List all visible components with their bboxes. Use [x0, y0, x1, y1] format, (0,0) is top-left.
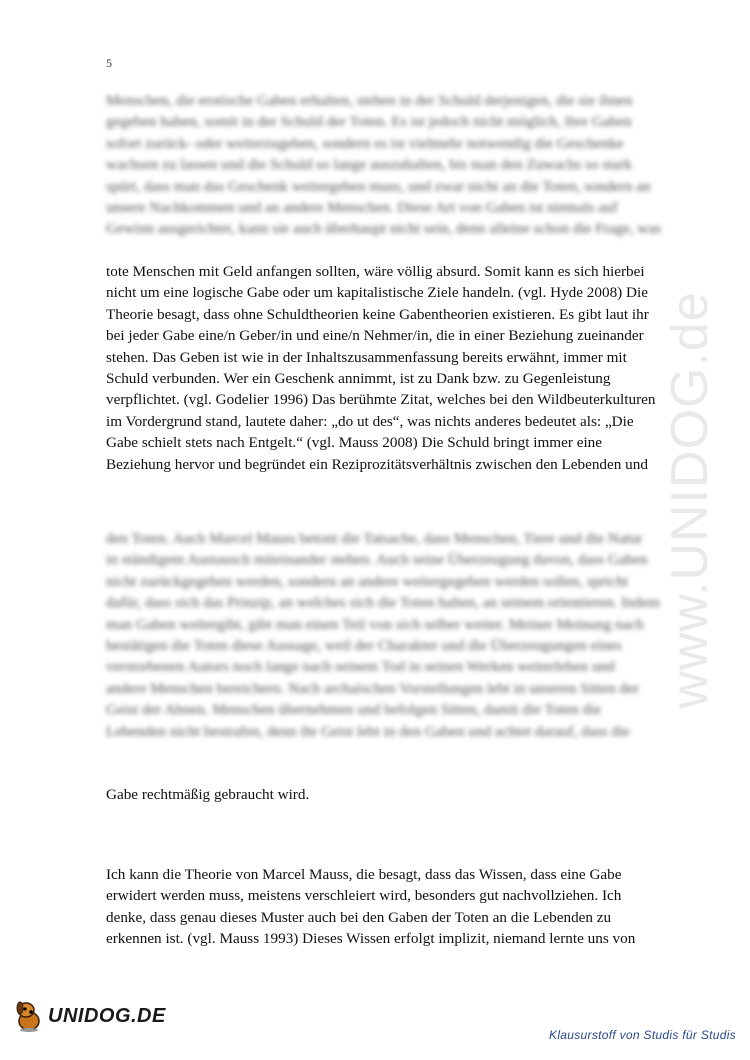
text-line: verstorbenen Autors noch lange nach seinem Tod in seinen Werken weiterleben und [106, 658, 615, 676]
text-line: dafür, dass sich das Prinzip, an welches sich die Toten halten, an seinem orientieren. Indem [106, 594, 660, 612]
text-line: andere Menschen bereichern. Nach archaischen Vorstellungen lebt in unseren Sitten der [106, 679, 639, 697]
text-line: nicht um eine logische Gabe oder um kapitalistische Ziele handeln. (vgl. Hyde 2008) Die [106, 284, 648, 302]
unidog-logo [14, 996, 164, 1036]
blurred-paragraph-bottom [106, 528, 660, 742]
footer-tagline: Klausurstoff von Studis für Studis [549, 1028, 736, 1042]
text-line: bei jeder Gabe eine/n Geber/in und eine/n Nehmer/in, die in einer Beziehung zueinander [106, 327, 644, 345]
text-line: erwidert werden muss, meistens verschleiert wird, besonders gut nachvollziehen. Ich [106, 887, 622, 905]
brand-name: UNIDOG.DE [48, 1004, 166, 1027]
text-line: unsere Nachkommen und an andere Menschen. Diese Art von Gaben ist niemals auf [106, 199, 618, 217]
text-line: Ich kann die Theorie von Marcel Mauss, die besagt, dass das Wissen, dass eine Gabe [106, 866, 622, 883]
paragraph-visible-text [106, 261, 656, 475]
blurred-paragraph-top [106, 90, 662, 240]
text-line: Gabe rechtmäßig gebraucht wird. [106, 786, 310, 803]
text-line: Beziehung hervor und begründet ein Reziprozitätsverhältnis zwischen den Lebenden und [106, 455, 648, 473]
watermark-text: www.UNIDOG.de [661, 291, 719, 709]
text-line: man Gaben weitergibt, gibt man einen Teil von sich selber weiter. Meiner Meinung nach [106, 615, 644, 633]
text-line: in ständigem Austausch miteinander stehen. Auch seine Überzeugung davon, dass Gaben [106, 551, 648, 569]
watermark [640, 270, 740, 730]
text-line: stehen. Das Geben ist wie in der Inhaltszusammenfassung bereits erwähnt, immer mit [106, 348, 627, 366]
paragraph-ending-text [106, 784, 651, 805]
text-line: Gewinn ausgerichtet, kann sie auch überhaupt nicht sein, denn alleine schon die Frage, was [106, 220, 662, 238]
text-line: nicht zurückgegeben werden, sondern an andere weitergegeben werden sollen, spricht [106, 572, 629, 590]
text-line: spürt, dass man das Geschenk weitergeben muss, und zwar nicht an die Toten, sondern an [106, 177, 651, 195]
page-number: 5 [106, 56, 112, 70]
text-line: sofort zurück- oder weiterzugeben, sondern es ist vielmehr notwendig die Geschenke [106, 134, 624, 152]
text-line: Schuld verbunden. Wer ein Geschenk annimmt, ist zu Dank bzw. zu Gegenleistung [106, 370, 611, 388]
text-line: bestätigen die Toten diese Aussage, weil der Charakter und die Überzeugungen eines [106, 637, 622, 655]
text-line: Gabe schielt stets nach Entgelt.“ (vgl. Mauss 2008) Die Schuld bringt immer eine [106, 434, 603, 452]
text-line: tote Menschen mit Geld anfangen sollten, wäre völlig absurd. Somit kann es sich hierbei [106, 263, 645, 280]
text-line: Theorie besagt, dass ohne Schuldtheorien keine Gabentheorien existieren. Es gibt laut ihr [106, 305, 649, 323]
text-line: erkennen ist. (vgl. Mauss 1993) Dieses Wissen erfolgt implizit, niemand lernte uns von [106, 930, 636, 948]
text-line: Menschen, die erotische Gaben erhalten, stehen in der Schuld derjenigen, die sie ihnen [106, 92, 633, 109]
text-line: gegeben haben, somit in der Schuld der Toten. Es ist jedoch nicht möglich, ihre Gaben [106, 113, 632, 131]
text-line: im Vordergrund stand, lautete daher: „do ut des“, was nichts anderes bedeutet als: „Die [106, 412, 634, 430]
text-line: verpflichtet. (vgl. Godelier 1996) Das berühmte Zitat, welches bei den Wildbeuterkulturen [106, 391, 656, 409]
text-line: den Toten. Auch Marcel Mauss betont die Tatsache, dass Menschen, Tiere und die Natur [106, 530, 643, 547]
text-line: denke, dass genau dieses Muster auch bei den Gaben der Toten an die Lebenden zu [106, 908, 612, 926]
second-paragraph [106, 864, 651, 950]
text-line: wachsen zu lassen und die Schuld so lange auszuhalten, bis man den Zuwachs so stark [106, 156, 632, 174]
text-line: Lebenden nicht bestrafen, denn ihr Geist lebt in den Gaben und achtet darauf, dass die [106, 722, 630, 740]
dog-mascot-icon [14, 999, 44, 1033]
text-line: Geist der Ahnen. Menschen übernehmen und befolgen Sitten, damit die Toten die [106, 701, 602, 719]
